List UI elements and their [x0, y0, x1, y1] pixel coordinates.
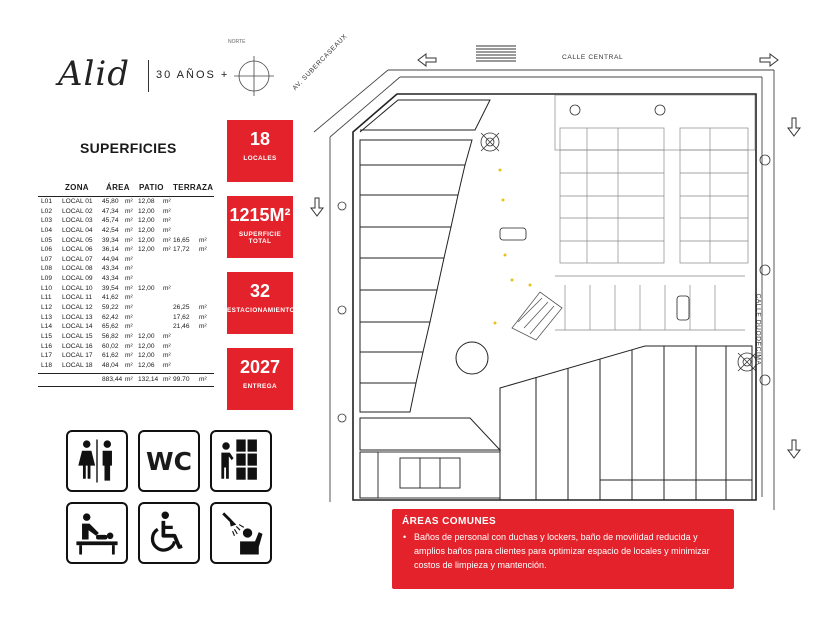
- unit: m²: [125, 275, 133, 283]
- unit: m²: [125, 284, 133, 292]
- unit: m²: [125, 375, 133, 383]
- local-code: L12: [41, 304, 53, 312]
- table-row: [38, 236, 214, 246]
- local-terrace: 21,46: [173, 323, 190, 331]
- local-area: 39,54: [102, 284, 119, 292]
- table-row: [38, 207, 214, 217]
- unit: m²: [199, 246, 207, 254]
- table-body: [38, 197, 214, 371]
- local-code: L03: [41, 217, 53, 225]
- surfaces-table: [38, 179, 214, 387]
- unit: m²: [199, 313, 207, 321]
- unit: m²: [125, 217, 133, 225]
- street-right-label: CALLE DUODÉCIMA: [754, 293, 762, 366]
- unit: m²: [125, 332, 133, 340]
- unit: m²: [125, 352, 133, 360]
- unit: m²: [163, 332, 171, 340]
- local-name: LOCAL 01: [62, 198, 93, 205]
- local-name: LOCAL 11: [62, 294, 93, 302]
- brand-years: 30 AÑOS +: [156, 69, 230, 81]
- local-area: 43,34: [102, 275, 119, 283]
- local-name: LOCAL 07: [62, 255, 93, 263]
- stat-label: ENTREGA: [242, 383, 278, 390]
- local-patio: 12,00: [138, 342, 155, 350]
- local-name: LOCAL 04: [62, 226, 93, 234]
- local-area: 60,02: [102, 342, 119, 350]
- restroom-icon: [66, 430, 128, 492]
- local-name: LOCAL 15: [62, 332, 93, 340]
- local-code: L17: [41, 352, 53, 360]
- table-row: [38, 284, 214, 294]
- local-area: 43,34: [102, 265, 119, 273]
- total-patio: 132,14: [138, 375, 159, 383]
- local-area: 62,42: [102, 313, 119, 321]
- header-zone: ZONA: [65, 183, 89, 192]
- local-terrace: 17,62: [173, 313, 190, 321]
- table-row: [38, 361, 214, 371]
- header-patio: PATIO: [139, 183, 164, 192]
- table-row: [38, 245, 214, 255]
- local-name: LOCAL 05: [62, 236, 93, 244]
- table-row: [38, 351, 214, 361]
- local-code: L13: [41, 313, 53, 321]
- unit: m²: [125, 207, 133, 215]
- stat-value: 2027: [239, 357, 281, 377]
- local-name: LOCAL 13: [62, 313, 93, 321]
- table-row: [38, 313, 214, 323]
- local-name: LOCAL 10: [62, 284, 93, 292]
- north-label: NORTE: [228, 39, 246, 45]
- local-patio: 12,00: [138, 217, 155, 225]
- local-code: L07: [41, 255, 53, 263]
- local-code: L06: [41, 246, 53, 254]
- baby-changing-icon: [66, 502, 128, 564]
- table-row: [38, 332, 214, 342]
- common-areas-title: ÁREAS COMUNES: [402, 516, 497, 527]
- unit: m²: [163, 207, 171, 215]
- local-patio: 12,00: [138, 284, 155, 292]
- street-top-label: CALLE CENTRAL: [562, 54, 624, 61]
- header-area: ÁREA: [106, 183, 130, 192]
- local-name: LOCAL 03: [62, 217, 93, 225]
- local-terrace: 26,25: [173, 304, 190, 312]
- local-area: 44,94: [102, 255, 119, 263]
- table-header: [38, 179, 214, 197]
- local-code: L10: [41, 284, 53, 292]
- local-area: 48,04: [102, 361, 119, 369]
- unit: m²: [199, 236, 207, 244]
- local-area: 39,34: [102, 236, 119, 244]
- local-code: L18: [41, 361, 53, 369]
- local-patio: 12,06: [138, 361, 155, 369]
- lockers-icon: [210, 430, 272, 492]
- local-area: 61,62: [102, 352, 119, 360]
- unit: m²: [125, 323, 133, 331]
- local-code: L05: [41, 236, 53, 244]
- stat-value: 32: [249, 281, 271, 301]
- local-patio: 12,00: [138, 352, 155, 360]
- unit: m²: [163, 236, 171, 244]
- local-name: LOCAL 02: [62, 207, 93, 215]
- street-diagonal-label: AV. SUBERCASEAUX: [291, 32, 349, 92]
- unit: m²: [199, 323, 207, 331]
- unit: m²: [125, 342, 133, 350]
- unit: m²: [163, 246, 171, 254]
- stat-label: LOCALES: [243, 155, 277, 162]
- local-code: L04: [41, 226, 53, 234]
- stat-entrega: [227, 348, 293, 410]
- compass-icon: [234, 56, 274, 96]
- stat-label: SUPERFICIE TOTAL: [238, 231, 282, 245]
- local-patio: 12,00: [138, 332, 155, 340]
- unit: m²: [125, 226, 133, 234]
- common-areas-text: • Baños de personal con duchas y lockers, baño de movilidad reducida y amplios baños para clientes para optimizar espacio de locales y minimizar costos de limpieza y mantención.: [402, 530, 724, 572]
- table-row: [38, 293, 214, 303]
- brand-divider: [148, 60, 149, 92]
- stat-label: ESTACIONAMIENTOS: [227, 307, 300, 314]
- common-areas-box: [392, 509, 734, 589]
- total-area: 883,44: [102, 375, 123, 383]
- local-code: L14: [41, 323, 53, 331]
- unit: m²: [163, 198, 171, 205]
- wc-icon: [138, 430, 200, 492]
- local-area: 36,14: [102, 246, 119, 254]
- table-row: [38, 197, 214, 207]
- local-code: L01: [41, 198, 53, 205]
- local-patio: 12,00: [138, 207, 155, 215]
- stat-estacionamientos: [227, 272, 300, 334]
- local-patio: 12,08: [138, 198, 155, 205]
- unit: m²: [125, 246, 133, 254]
- local-patio: 12,00: [138, 226, 155, 234]
- local-area: 47,34: [102, 207, 119, 215]
- local-name: LOCAL 17: [62, 352, 93, 360]
- local-area: 42,54: [102, 226, 119, 234]
- total-terrace: 99.70: [173, 375, 190, 383]
- table-row: [38, 226, 214, 236]
- local-area: 59,22: [102, 304, 119, 312]
- local-code: L15: [41, 332, 53, 340]
- local-name: LOCAL 06: [62, 246, 93, 254]
- local-name: LOCAL 09: [62, 275, 93, 283]
- unit: m²: [125, 304, 133, 312]
- unit: m²: [125, 255, 133, 263]
- table-row: [38, 303, 214, 313]
- unit: m²: [125, 294, 133, 302]
- local-name: LOCAL 16: [62, 342, 93, 350]
- local-area: 41,62: [102, 294, 119, 302]
- unit: m²: [199, 375, 207, 383]
- local-area: 56,82: [102, 332, 119, 340]
- local-name: LOCAL 08: [62, 265, 93, 273]
- local-terrace: 16,65: [173, 236, 190, 244]
- brand-name: Alid: [58, 54, 131, 94]
- local-name: LOCAL 18: [62, 361, 93, 369]
- local-code: L08: [41, 265, 53, 273]
- stat-superficie: [227, 196, 293, 258]
- local-area: 45,74: [102, 217, 119, 225]
- unit: m²: [125, 313, 133, 321]
- table-row: [38, 255, 214, 265]
- stat-value: 1215M²: [229, 205, 291, 225]
- unit: m²: [125, 265, 133, 273]
- table-row: [38, 322, 214, 332]
- unit: m²: [163, 342, 171, 350]
- unit: m²: [163, 217, 171, 225]
- unit: m²: [163, 361, 171, 369]
- site-plan: [291, 32, 840, 520]
- unit: m²: [125, 361, 133, 369]
- table-row: [38, 274, 214, 284]
- unit: m²: [163, 226, 171, 234]
- table-total-row: [38, 373, 214, 387]
- wc-label: WC: [146, 447, 192, 476]
- shower-icon: [210, 502, 272, 564]
- local-patio: 12,00: [138, 246, 155, 254]
- table-row: [38, 342, 214, 352]
- local-code: L16: [41, 342, 53, 350]
- unit: m²: [163, 352, 171, 360]
- local-code: L09: [41, 275, 53, 283]
- table-row: [38, 216, 214, 226]
- unit: m²: [163, 284, 171, 292]
- local-area: 65,62: [102, 323, 119, 331]
- stat-value: 18: [249, 129, 271, 149]
- wheelchair-icon: [138, 502, 200, 564]
- local-code: L11: [41, 294, 52, 302]
- table-row: [38, 264, 214, 274]
- unit: m²: [163, 375, 171, 383]
- local-area: 45,80: [102, 198, 119, 205]
- surfaces-title: SUPERFICIES: [80, 140, 177, 156]
- unit: m²: [125, 198, 133, 205]
- stat-locales: [227, 120, 293, 182]
- local-terrace: 17,72: [173, 246, 190, 254]
- unit: m²: [199, 304, 207, 312]
- local-code: L02: [41, 207, 53, 215]
- unit: m²: [125, 236, 133, 244]
- local-name: LOCAL 14: [62, 323, 93, 331]
- header-terrace: TERRAZA: [173, 183, 214, 192]
- local-patio: 12,00: [138, 236, 155, 244]
- local-name: LOCAL 12: [62, 304, 93, 312]
